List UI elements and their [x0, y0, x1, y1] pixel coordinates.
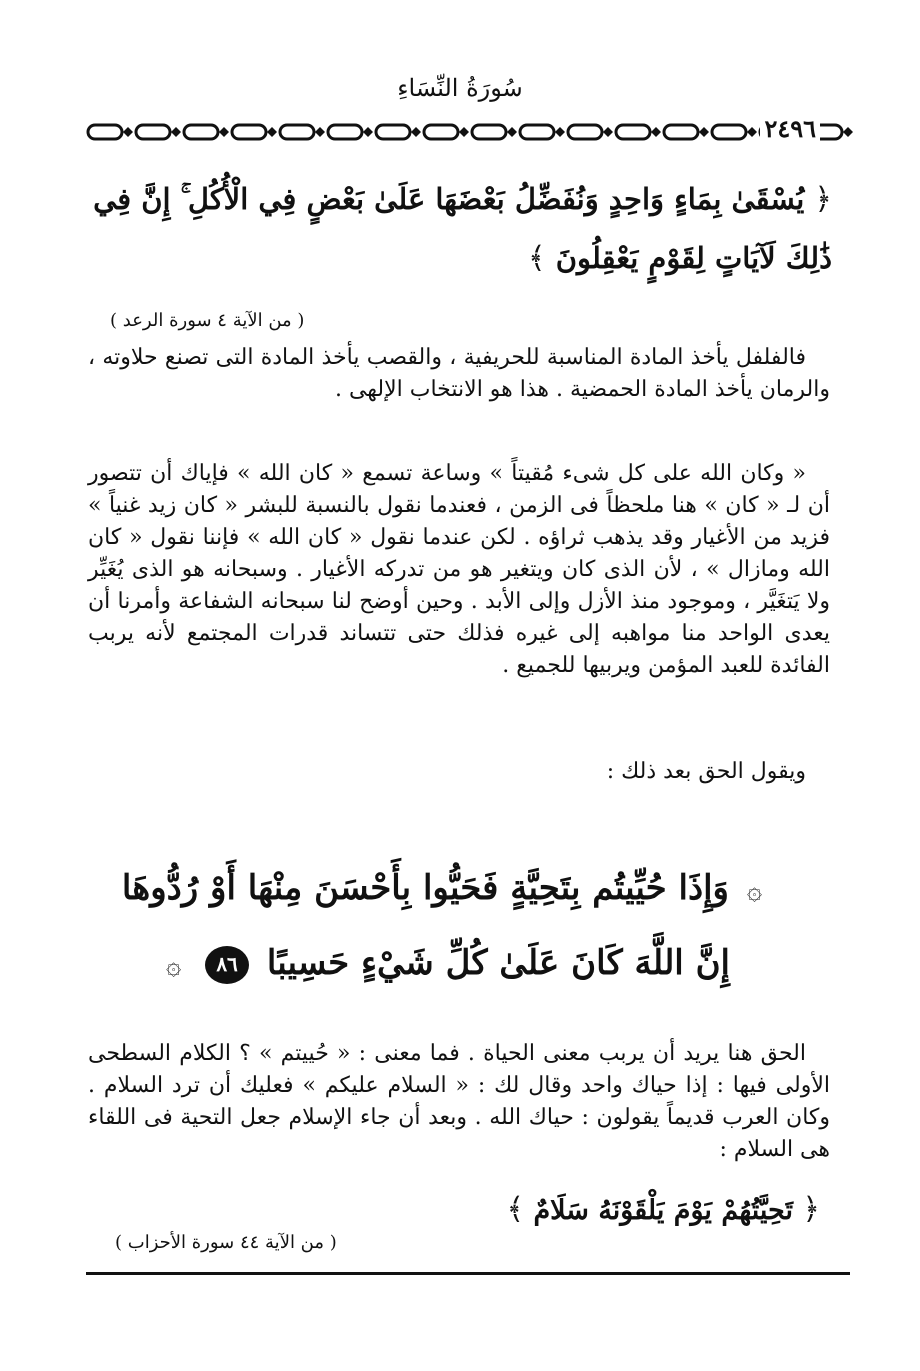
ornament-oval: [664, 125, 698, 139]
ornament-chain-icon: [86, 120, 856, 144]
ornament-oval: [88, 125, 122, 139]
close-brace: ﴾: [528, 241, 546, 276]
verse-line-1: [120, 852, 770, 927]
ornament-diamond: [267, 127, 277, 137]
ornament-diamond: [603, 127, 613, 137]
verse-line-2-text: إِنَّ اللَّهَ كَانَ عَلَىٰ كُلِّ شَيْءٍ حَسِيبًا: [266, 943, 731, 983]
verse-citation-ahzab: ( من الآية ٤٤ سورة الأحزاب ): [115, 1232, 337, 1253]
ornament-diamond: [555, 127, 565, 137]
verse-text: تَحِيَّتُهُمْ يَوْمَ يَلْقَوْنَهُ سَلَامٌ: [533, 1195, 794, 1226]
open-brace: ﴿: [814, 182, 832, 217]
ornament-diamond: [459, 127, 469, 137]
surah-title: سُورَةُ النِّسَاءِ: [397, 74, 523, 102]
ornament-oval: [472, 125, 506, 139]
ornament-oval: [616, 125, 650, 139]
paragraph-2: « وكان الله على كل شىء مُقيتاً » وساعة تسمع « كان الله » فإياك أن تتصور أن لـ « كان » هنا ملحظاً فى الزمن ، فعندما نقول بالنسبة للبشر « كان زيد غنياً » فزيد من الأغيار وقد يذهب ثراؤه . لكن عندما نقول « كان الله » فإننا نقول « كان الله ومازال » ، لأن الذى كان ويتغير هو من تدركه الأغيار . وسبحانه هو الذى يُغَيِّر ولا يَتغَيَّر ، وموجود منذ الأزل وإلى الأبد . وحين أوضح لنا سبحانه الشفاعة وأمرنا أن يعدى الواحد منا مواهبه إلى غيره فذلك حتى تتساند قدرات المجتمع لأنه يربب الفائدة للعبد المؤمن ويربيها للجميع .: [88, 461, 830, 678]
ornament-diamond: [363, 127, 373, 137]
paragraph-3: ويقول الحق بعد ذلك :: [606, 759, 806, 784]
ornament-oval: [424, 125, 458, 139]
ornament-oval: [376, 125, 410, 139]
verse-ornament-icon: ۞: [746, 876, 763, 906]
ornament-oval: [712, 125, 746, 139]
verse-end-ornament-icon: ۞: [165, 951, 182, 981]
verse-text: يُسْقَىٰ بِمَاءٍ وَاحِدٍ وَنُفَضِّلُ بَعْضَهَا عَلَىٰ بَعْضٍ فِي الْأُكُلِ ۚ إِنَّ فِي ذَٰلِكَ لَآيَاتٍ لِقَوْمٍ يَعْقِلُونَ: [93, 182, 832, 275]
ornament-diamond: [699, 127, 709, 137]
ornament-oval: [568, 125, 602, 139]
ornament-oval: [136, 125, 170, 139]
verse-line-2: [120, 927, 770, 1002]
ornament-diamond: [123, 127, 133, 137]
quran-verse-top: [72, 170, 832, 288]
ornamental-border: [86, 114, 856, 144]
ornament-oval: [280, 125, 314, 139]
ornament-oval: [184, 125, 218, 139]
ornament-diamond: [747, 127, 757, 137]
ornament-oval: [232, 125, 266, 139]
open-brace: ﴿: [802, 1192, 820, 1227]
close-brace: ﴾: [506, 1192, 525, 1227]
ornament-diamond: [171, 127, 181, 137]
quran-verse-main: [120, 852, 770, 1002]
paragraph-4: الحق هنا يريد أن يربب معنى الحياة . فما معنى : « حُييتم » ؟ الكلام السطحى الأولى فيها : إذا حياك واحد وقال لك : « السلام عليكم » فعليك أن ترد السلام . وكان العرب قديماً يقولون : حياك الله . وبعد أن جاء الإسلام جعل التحية فى اللقاء هى السلام :: [88, 1041, 830, 1162]
ornament-diamond: [315, 127, 325, 137]
ayah-number-badge: ٨٦: [205, 946, 249, 984]
ornament-diamond: [219, 127, 229, 137]
verse-line-1-text: وَإِذَا حُيِّيتُم بِتَحِيَّةٍ فَحَيُّوا بِأَحْسَنَ مِنْهَا أَوْ رُدُّوهَا: [121, 868, 729, 908]
verse-citation-raad: ( من الآية ٤ سورة الرعد ): [110, 310, 305, 331]
ornament-diamond: [507, 127, 517, 137]
ornament-diamond: [843, 127, 853, 137]
bottom-rule: [86, 1272, 850, 1275]
ornament-diamond: [651, 127, 661, 137]
page-number: ٢٤٩٦: [760, 114, 820, 143]
ornament-diamond: [411, 127, 421, 137]
quran-verse-bottom: [420, 1188, 820, 1233]
ornament-oval: [520, 125, 554, 139]
ornament-oval: [328, 125, 362, 139]
paragraph-1: فالفلفل يأخذ المادة المناسبة للحريفية ، والقصب يأخذ المادة التى تصنع حلاوته ، والرمان يأخذ المادة الحمضية . هذا هو الانتخاب الإلهى .: [88, 345, 830, 402]
